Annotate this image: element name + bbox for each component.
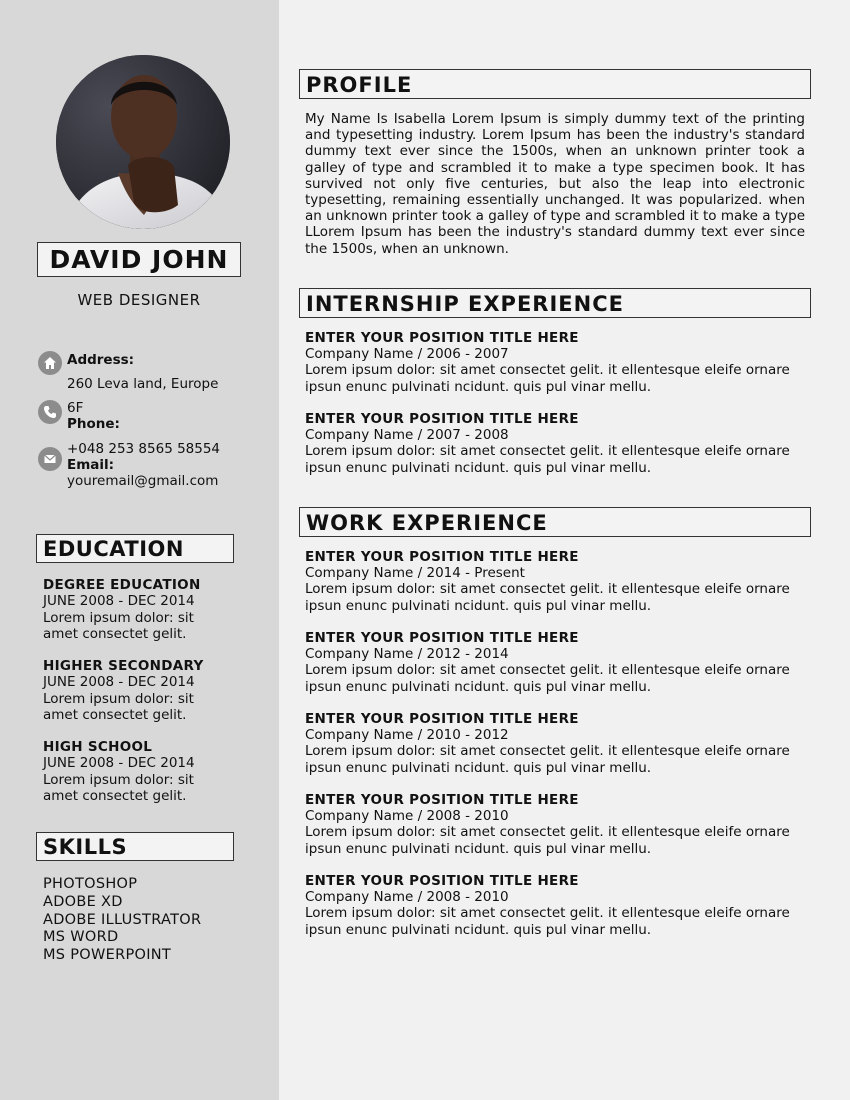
job-desc: Lorem ipsum dolor: sit amet consectet gelit. it ellentesque eleife ornare <box>305 581 790 598</box>
job-desc: Lorem ipsum dolor: sit amet consectet gelit. it ellentesque eleife ornare <box>305 905 790 922</box>
job-desc: Lorem ipsum dolor: sit amet consectet gelit. it ellentesque eleife ornare <box>305 824 790 841</box>
job-desc: Lorem ipsum dolor: sit amet consectet gelit. it ellentesque eleife ornare <box>305 443 790 460</box>
address-extra: 6F <box>67 400 84 416</box>
work-heading: WORK EXPERIENCE <box>299 507 811 537</box>
company-dates: Company Name / 2007 - 2008 <box>305 427 509 444</box>
phone-icon <box>38 400 62 424</box>
position-title: ENTER YOUR POSITION TITLE HERE <box>305 630 579 646</box>
education-item <box>43 658 253 723</box>
work-item <box>305 711 810 776</box>
company-dates: Company Name / 2008 - 2010 <box>305 889 509 906</box>
email-icon <box>38 447 62 471</box>
home-icon <box>38 351 62 375</box>
company-dates: Company Name / 2012 - 2014 <box>305 646 509 663</box>
profile-text: My Name Is Isabella Lorem Ipsum is simply dummy text of the printing and typesetting industry. Lorem Ipsum has been the industry's standard dummy text ever since the 1500s, when an unknown printer took a galley of type and scrambled it to make a type specimen book. It has survived not only five centuries, but also the leap into electronic typesetting, remaining essentially unchanged. It was popularized. when an unknown printer took a galley of type and scrambled it to make a type LLorem Ipsum has been the industry's standard dummy text ever since the 1500s, when an unknown. <box>305 111 805 257</box>
profile-photo <box>56 55 230 229</box>
position-title: ENTER YOUR POSITION TITLE HERE <box>305 711 579 727</box>
job-desc: ipsun enunc pulvinati ncidunt. quis pul vinar mellu. <box>305 840 652 857</box>
job-desc: ipsun enunc pulvinati ncidunt. quis pul vinar mellu. <box>305 459 652 476</box>
skill-item: MS POWERPOINT <box>43 947 172 964</box>
internship-item <box>305 330 810 395</box>
internship-item <box>305 411 810 476</box>
job-desc: Lorem ipsum dolor: sit amet consectet gelit. it ellentesque eleife ornare <box>305 743 790 760</box>
education-heading: EDUCATION <box>36 534 234 563</box>
education-dates: JUNE 2008 - DEC 2014 <box>43 674 195 691</box>
education-desc: amet consectet gelit. <box>43 706 187 723</box>
company-dates: Company Name / 2008 - 2010 <box>305 808 509 825</box>
work-item <box>305 873 810 938</box>
education-title: HIGH SCHOOL <box>43 739 153 755</box>
job-desc: ipsun enunc pulvinati ncidunt. quis pul vinar mellu. <box>305 759 652 776</box>
position-title: ENTER YOUR POSITION TITLE HERE <box>305 549 579 565</box>
education-title: DEGREE EDUCATION <box>43 577 201 593</box>
phone-label: Phone: <box>67 416 120 432</box>
phone-value: +048 253 8565 58554 <box>67 441 221 457</box>
internship-heading: INTERNSHIP EXPERIENCE <box>299 288 811 318</box>
skills-heading: SKILLS <box>36 832 234 861</box>
job-desc: ipsun enunc pulvinati ncidunt. quis pul vinar mellu. <box>305 378 652 395</box>
person-title: WEB DESIGNER <box>77 291 201 309</box>
profile-heading: PROFILE <box>299 69 811 99</box>
skill-item: ADOBE ILLUSTRATOR <box>43 911 202 928</box>
education-desc: Lorem ipsum dolor: sit <box>43 771 194 788</box>
company-dates: Company Name / 2014 - Present <box>305 565 525 582</box>
work-item <box>305 792 810 857</box>
job-desc: Lorem ipsum dolor: sit amet consectet gelit. it ellentesque eleife ornare <box>305 362 790 379</box>
education-desc: Lorem ipsum dolor: sit <box>43 690 194 707</box>
company-dates: Company Name / 2010 - 2012 <box>305 727 509 744</box>
education-item <box>43 739 253 804</box>
education-dates: JUNE 2008 - DEC 2014 <box>43 755 195 772</box>
education-title: HIGHER SECONDARY <box>43 658 204 674</box>
skill-item: ADOBE XD <box>43 893 123 910</box>
position-title: ENTER YOUR POSITION TITLE HERE <box>305 873 579 889</box>
education-desc: amet consectet gelit. <box>43 787 187 804</box>
company-dates: Company Name / 2006 - 2007 <box>305 346 509 363</box>
education-desc: amet consectet gelit. <box>43 625 187 642</box>
job-desc: ipsun enunc pulvinati ncidunt. quis pul vinar mellu. <box>305 678 652 695</box>
job-desc: ipsun enunc pulvinati ncidunt. quis pul vinar mellu. <box>305 597 652 614</box>
email-label: Email: <box>67 457 115 473</box>
person-name: DAVID JOHN <box>37 242 241 277</box>
work-item <box>305 630 810 695</box>
skills-list <box>43 876 201 965</box>
job-desc: ipsun enunc pulvinati ncidunt. quis pul vinar mellu. <box>305 921 652 938</box>
position-title: ENTER YOUR POSITION TITLE HERE <box>305 792 579 808</box>
email-value: youremail@gmail.com <box>67 473 219 489</box>
education-dates: JUNE 2008 - DEC 2014 <box>43 593 195 610</box>
job-desc: Lorem ipsum dolor: sit amet consectet gelit. it ellentesque eleife ornare <box>305 662 790 679</box>
work-item <box>305 549 810 614</box>
address-label: Address: <box>67 352 135 368</box>
education-item <box>43 577 253 642</box>
position-title: ENTER YOUR POSITION TITLE HERE <box>305 330 579 346</box>
position-title: ENTER YOUR POSITION TITLE HERE <box>305 411 579 427</box>
education-desc: Lorem ipsum dolor: sit <box>43 609 194 626</box>
skill-item: PHOTOSHOP <box>43 876 138 892</box>
address-value: 260 Leva land, Europe <box>67 376 219 392</box>
skill-item: MS WORD <box>43 929 119 946</box>
